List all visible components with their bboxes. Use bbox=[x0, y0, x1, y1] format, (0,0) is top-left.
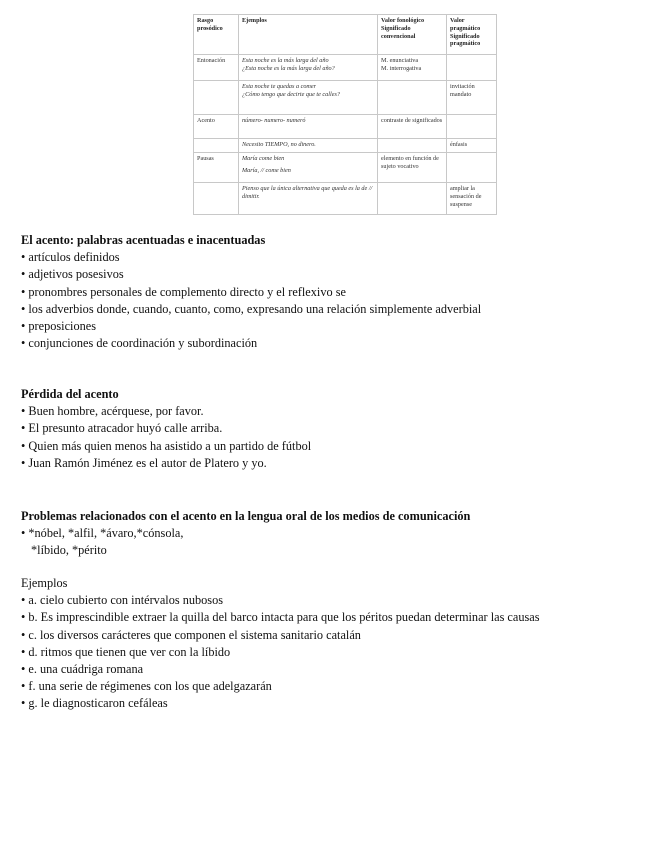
list-item: • Juan Ramón Jiménez es el autor de Platero y yo. bbox=[21, 455, 267, 470]
section-title: Problemas relacionados con el acento en la lengua oral de los medios de comunicación bbox=[21, 509, 471, 523]
table-row bbox=[194, 139, 497, 153]
list-item: • f. una serie de régimenes con los que adelgazarán bbox=[21, 679, 272, 694]
section-accent-loss bbox=[21, 386, 631, 472]
table-header: Valor fonológico Significado convencional bbox=[378, 15, 447, 55]
table-header: Rasgo prosódico bbox=[194, 15, 239, 55]
table-cell: número- numero- numeró bbox=[239, 115, 378, 139]
section-media-problems bbox=[21, 508, 631, 560]
table-cell: elemento en función de sujeto vocativo bbox=[378, 153, 447, 183]
table-cell bbox=[378, 183, 447, 215]
list-item: • a. cielo cubierto con intérvalos nubosos bbox=[21, 593, 224, 608]
section-title: El acento: palabras acentuadas e inacentuadas bbox=[21, 233, 266, 247]
table-cell bbox=[194, 139, 239, 153]
table-cell: contraste de significados bbox=[378, 115, 447, 139]
table-cell: Esta noche es la más larga del año ¿Esta noche es la más larga del año? bbox=[239, 55, 378, 81]
table-cell: ampliar la sensación de suspense bbox=[447, 183, 497, 215]
table-cell: Acento bbox=[194, 115, 239, 139]
table-cell bbox=[447, 55, 497, 81]
table-cell: Esta noche te quedas a comer ¿Cómo tengo que decirte que te calles? bbox=[239, 81, 378, 115]
table-row bbox=[194, 183, 497, 215]
table-cell: Necesito TIEMPO, no dinero. bbox=[239, 139, 378, 153]
list-item: • preposiciones bbox=[21, 319, 96, 334]
list-item: • los adverbios donde, cuando, cuanto, como, expresando una relación simplemente adverbial bbox=[21, 301, 482, 316]
list-item: • *nóbel, *alfil, *ávaro,*cónsola, bbox=[21, 526, 184, 541]
list-item: *líbido, *périto bbox=[31, 543, 107, 558]
table-header: Ejemplos bbox=[239, 15, 378, 55]
list-item: • conjunciones de coordinación y subordinación bbox=[21, 336, 258, 351]
list-item: • Buen hombre, acérquese, por favor. bbox=[21, 404, 204, 419]
table-cell: énfasis bbox=[447, 139, 497, 153]
list-item: • pronombres personales de complemento directo y el reflexivo se bbox=[21, 284, 346, 299]
list-item: • artículos definidos bbox=[21, 250, 120, 265]
section-title: Pérdida del acento bbox=[21, 387, 119, 401]
list-item: • c. los diversos carácteres que componen el sistema sanitario catalán bbox=[21, 627, 361, 642]
table-cell bbox=[447, 153, 497, 183]
table-cell bbox=[378, 81, 447, 115]
table-row bbox=[194, 55, 497, 81]
section-title: Ejemplos bbox=[21, 576, 68, 590]
table-cell bbox=[378, 139, 447, 153]
list-item: • adjetivos posesivos bbox=[21, 267, 124, 282]
table-header-row bbox=[194, 15, 497, 55]
list-item: • Quien más quien menos ha asistido a un partido de fútbol bbox=[21, 438, 312, 453]
table-header: Valor pragmático Significado pragmático bbox=[447, 15, 497, 55]
list-item: • b. Es imprescindible extraer la quilla del barco intacta para que los péritos puedan determinar las causas bbox=[21, 610, 540, 625]
table-cell bbox=[194, 81, 239, 115]
table-row bbox=[194, 81, 497, 115]
table-cell: María come bien María, // come bien bbox=[239, 153, 378, 183]
list-item: • e. una cuádriga romana bbox=[21, 662, 144, 677]
list-item: • d. ritmos que tienen que ver con la líbido bbox=[21, 644, 231, 659]
list-item: • g. le diagnosticaron cefáleas bbox=[21, 696, 168, 711]
table-cell: M. enunciativa M. interrogativa bbox=[378, 55, 447, 81]
table-cell: Entonación bbox=[194, 55, 239, 81]
table-row bbox=[194, 153, 497, 183]
table-cell bbox=[194, 183, 239, 215]
section-accented-words bbox=[21, 232, 631, 352]
table-cell: invitación mandato bbox=[447, 81, 497, 115]
prosody-table bbox=[193, 14, 497, 215]
table-cell: Pausas bbox=[194, 153, 239, 183]
table-cell bbox=[447, 115, 497, 139]
list-item: • El presunto atracador huyó calle arriba. bbox=[21, 421, 223, 436]
table-row bbox=[194, 115, 497, 139]
section-examples bbox=[21, 575, 631, 713]
table-cell: Pienso que la única alternativa que queda es la de // dimitir. bbox=[239, 183, 378, 215]
